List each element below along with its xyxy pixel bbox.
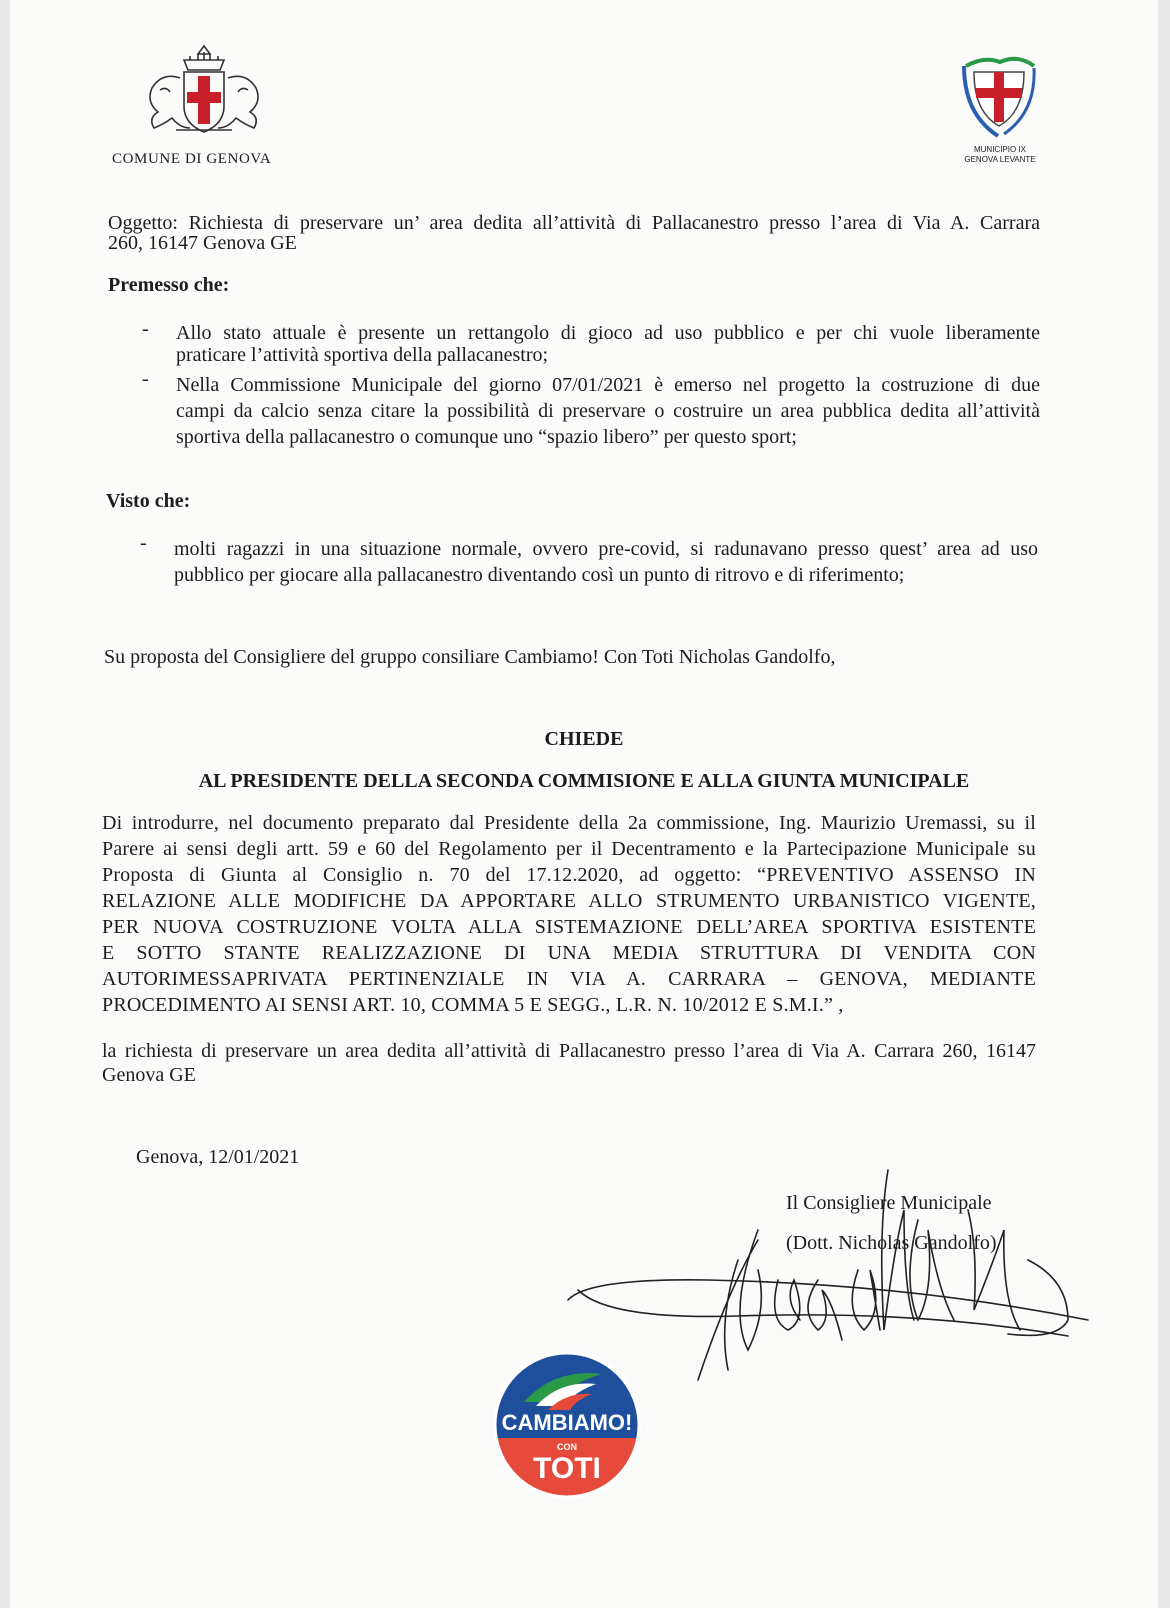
premesso-item-2-line-2: campi da calcio senza citare la possibilità di preservare o costruire un area pubblica dedita all’attività [176, 400, 1040, 422]
right-org-line2: GENOVA LEVANTE [964, 155, 1036, 164]
body-line-3: Proposta di Giunta al Consiglio n. 70 del 17.12.2020, ad oggetto: “PREVENTIVO ASSENSO IN [102, 864, 1036, 886]
body-line-4: RELAZIONE ALLE MODIFICHE DA APPORTARE ALLO STRUMENTO URBANISTICO VIGENTE, [102, 890, 1036, 912]
body-line-1: Di introdurre, nel documento preparato dal Presidente della 2a commissione, Ing. Maurizio Uremassi, su il [102, 812, 1036, 834]
body-line-5: PER NUOVA COSTRUZIONE VOLTA ALLA SISTEMAZIONE DELL’AREA SPORTIVA ESISTENTE [102, 916, 1036, 938]
body-line-6: E SOTTO STANTE REALIZZAZIONE DI UNA MEDIA STRUTTURA DI VENDITA CON [102, 942, 1036, 964]
premesso-item-1-line-1: Allo stato attuale è presente un rettangolo di gioco ad uso pubblico e per chi vuole liberamente [176, 322, 1040, 344]
signature-name: (Dott. Nicholas Gandolfo) [786, 1232, 997, 1254]
logo-word-toti: TOTI [533, 1452, 601, 1485]
premesso-heading: Premesso che: [108, 274, 230, 296]
addressee-heading: AL PRESIDENTE DELLA SECONDA COMMISIONE E ALLA GIUNTA MUNICIPALE [198, 770, 970, 792]
date-place: Genova, 12/01/2021 [136, 1146, 300, 1168]
body-line-2: Parere ai sensi degli artt. 59 e 60 del Regolamento per il Decentramento e la Partecipazione Municipale su [102, 838, 1036, 860]
premesso-item-2-line-3: sportiva della pallacanestro o comunque uno “spazio libero” per questo sport; [176, 426, 797, 448]
municipio-logo [958, 54, 1040, 142]
subject-line-2: 260, 16147 Genova GE [108, 232, 297, 254]
logo-word-cambiamo: CAMBIAMO! [501, 1410, 633, 1435]
subject-line-1: Oggetto: Richiesta di preservare un’ area dedita all’attività di Pallacanestro presso l’area di Via A. Carrara [108, 212, 1040, 234]
request-line-1: la richiesta di preservare un area dedita all’attività di Pallacanestro presso l’area di Via A. Carrara 260, 16147 [102, 1040, 1036, 1062]
genova-crest-logo [140, 42, 268, 142]
request-line-2: Genova GE [102, 1064, 196, 1086]
bullet-dash: - [142, 318, 149, 340]
visto-item-1-line-1: molti ragazzi in una situazione normale, ovvero pre-covid, si radunavano presso quest’ area ad uso [174, 538, 1038, 560]
body-line-8: PROCEDIMENTO AI SENSI ART. 10, COMMA 5 E SEGG., L.R. N. 10/2012 E S.M.I.” , [102, 994, 844, 1016]
premesso-item-1-line-2: praticare l’attività sportiva della pallacanestro; [176, 344, 549, 366]
left-org-name: COMUNE DI GENOVA [112, 151, 272, 167]
document-page [10, 0, 1158, 1608]
visto-heading: Visto che: [106, 490, 191, 512]
cambiamo-con-toti-logo [492, 1350, 642, 1500]
logo-word-con: CON [557, 1442, 577, 1452]
bullet-dash: - [140, 532, 147, 554]
chiede-heading: CHIEDE [544, 728, 624, 750]
body-line-7: AUTORIMESSAPRIVATA PERTINENZIALE IN VIA A. CARRARA – GENOVA, MEDIANTE [102, 968, 1036, 990]
right-org-line1: MUNICIPIO IX [973, 145, 1026, 154]
premesso-item-2-line-1: Nella Commissione Municipale del giorno 07/01/2021 è emerso nel progetto la costruzione di due [176, 374, 1040, 396]
proposal-text: Su proposta del Consigliere del gruppo consiliare Cambiamo! Con Toti Nicholas Gandolfo, [104, 646, 836, 668]
bullet-dash: - [142, 368, 149, 390]
signature-role: Il Consigliere Municipale [786, 1192, 992, 1214]
visto-item-1-line-2: pubblico per giocare alla pallacanestro diventando così un punto di ritrovo e di riferimento; [174, 564, 905, 586]
